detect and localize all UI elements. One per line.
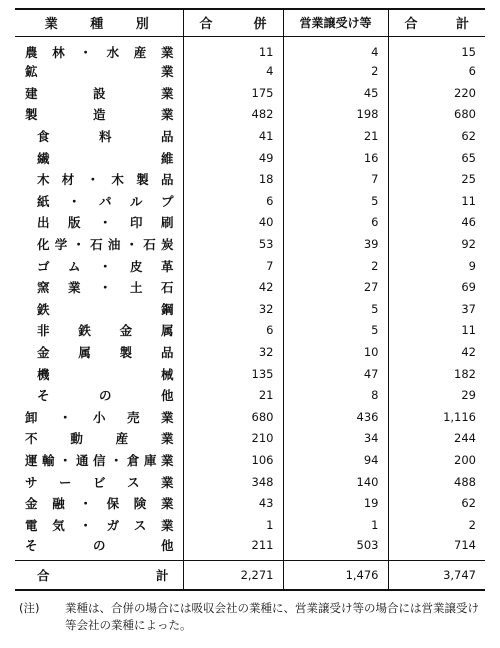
table-row: [15, 147, 485, 169]
industry-name: 金属製品: [37, 345, 174, 361]
total-count: 62: [388, 125, 485, 147]
total-count: 1,116: [388, 406, 485, 428]
total-count: 92: [388, 233, 485, 255]
total-row: [15, 560, 485, 590]
industry-name: 繊維: [37, 150, 174, 166]
table-row: [15, 428, 485, 450]
total-count: 42: [388, 341, 485, 363]
industry-name: 木材・木製品: [37, 172, 174, 188]
table-header-row: [15, 9, 485, 36]
table-row: [15, 255, 485, 277]
table-row: [15, 406, 485, 428]
merger-count: 11: [183, 36, 283, 61]
total-count: 37: [388, 298, 485, 320]
transfer-count: 19: [283, 492, 388, 514]
transfer-count: 47: [283, 363, 388, 385]
industry-cell: [15, 363, 183, 385]
industry-name: 機械: [37, 366, 174, 382]
merger-count: 18: [183, 168, 283, 190]
total-transfer: 1,476: [283, 560, 388, 590]
merger-count: 210: [183, 428, 283, 450]
transfer-count: 503: [283, 536, 388, 561]
total-count: 200: [388, 449, 485, 471]
table-row: [15, 233, 485, 255]
document-page: [15, 8, 485, 634]
transfer-count: 2: [283, 255, 388, 277]
industry-name: 卸・小売業: [25, 409, 174, 425]
total-count: 9: [388, 255, 485, 277]
table-row: [15, 61, 485, 83]
industry-name: 非鉄金属: [37, 323, 174, 339]
total-count: 6: [388, 61, 485, 83]
table-row: [15, 125, 485, 147]
transfer-count: 6: [283, 212, 388, 234]
header-merger: 合 併: [183, 9, 283, 36]
industry-cell: [15, 212, 183, 234]
industry-cell: [15, 320, 183, 342]
industry-name: 金融・保険業: [25, 496, 174, 512]
transfer-count: 8: [283, 384, 388, 406]
total-label: 合計: [37, 567, 169, 583]
total-count: 220: [388, 82, 485, 104]
industry-cell: [15, 190, 183, 212]
industry-cell: [15, 384, 183, 406]
merger-count: 7: [183, 255, 283, 277]
total-merger: 2,271: [183, 560, 283, 590]
merger-count: 106: [183, 449, 283, 471]
merger-count: 41: [183, 125, 283, 147]
industry-name: 運輸・通信・倉庫業: [25, 452, 174, 468]
table-body: [15, 36, 485, 560]
total-count: 62: [388, 492, 485, 514]
merger-count: 4: [183, 61, 283, 83]
table-row: [15, 384, 485, 406]
transfer-count: 436: [283, 406, 388, 428]
industry-cell: [15, 125, 183, 147]
header-transfer: 営業譲受け等: [283, 9, 388, 36]
merger-count: 53: [183, 233, 283, 255]
table-row: [15, 320, 485, 342]
footnote: [15, 600, 485, 634]
industry-cell: [15, 428, 183, 450]
industry-cell: [15, 449, 183, 471]
industry-name: 食料品: [37, 129, 174, 145]
industry-name: その他: [37, 388, 174, 404]
merger-count: 482: [183, 104, 283, 126]
total-count: 15: [388, 36, 485, 61]
total-count: 46: [388, 212, 485, 234]
industry-name: 化学・石油・石炭: [37, 237, 174, 253]
industry-name: 紙・パルプ: [37, 193, 174, 209]
transfer-count: 198: [283, 104, 388, 126]
merger-count: 42: [183, 276, 283, 298]
table-row: [15, 492, 485, 514]
total-count: 488: [388, 471, 485, 493]
table-row: [15, 212, 485, 234]
industry-name: 製造業: [25, 107, 174, 123]
table-row: [15, 298, 485, 320]
merger-statistics-table: [15, 8, 485, 591]
merger-count: 175: [183, 82, 283, 104]
total-count: 65: [388, 147, 485, 169]
industry-cell: [15, 255, 183, 277]
industry-name: 不動産業: [25, 431, 174, 447]
total-count: 69: [388, 276, 485, 298]
industry-cell: [15, 514, 183, 536]
transfer-count: 39: [283, 233, 388, 255]
transfer-count: 140: [283, 471, 388, 493]
transfer-count: 34: [283, 428, 388, 450]
table-row: [15, 341, 485, 363]
industry-cell: [15, 36, 183, 61]
footnote-label: (注): [19, 601, 40, 616]
table-row: [15, 536, 485, 561]
industry-cell: [15, 61, 183, 83]
table-row: [15, 104, 485, 126]
industry-name: その他: [25, 537, 174, 553]
transfer-count: 27: [283, 276, 388, 298]
industry-name: ゴム・皮革: [37, 258, 174, 274]
merger-count: 40: [183, 212, 283, 234]
total-count: 11: [388, 320, 485, 342]
transfer-count: 1: [283, 514, 388, 536]
industry-cell: [15, 471, 183, 493]
industry-name: 農林・水産業: [25, 44, 174, 60]
table-row: [15, 190, 485, 212]
table-row: [15, 363, 485, 385]
industry-cell: [15, 233, 183, 255]
transfer-count: 5: [283, 320, 388, 342]
transfer-count: 2: [283, 61, 388, 83]
footnote-text: 業種は、合併の場合には吸収会社の業種に、営業譲受け等の場合には営業譲受け等会社の業種によった。: [65, 601, 479, 633]
merger-count: 135: [183, 363, 283, 385]
table-row: [15, 168, 485, 190]
merger-count: 32: [183, 298, 283, 320]
header-total: 合 計: [388, 9, 485, 36]
transfer-count: 45: [283, 82, 388, 104]
table-row: [15, 36, 485, 61]
merger-count: 211: [183, 536, 283, 561]
merger-count: 1: [183, 514, 283, 536]
industry-name: 窯業・土石: [37, 280, 174, 296]
industry-cell: [15, 104, 183, 126]
industry-cell: [15, 168, 183, 190]
table-row: [15, 514, 485, 536]
merger-count: 21: [183, 384, 283, 406]
total-count: 11: [388, 190, 485, 212]
transfer-count: 94: [283, 449, 388, 471]
industry-name: 電気・ガス業: [25, 517, 174, 533]
merger-count: 32: [183, 341, 283, 363]
transfer-count: 7: [283, 168, 388, 190]
total-count: 714: [388, 536, 485, 561]
table-row: [15, 82, 485, 104]
industry-cell: [15, 341, 183, 363]
total-count: 182: [388, 363, 485, 385]
table-row: [15, 449, 485, 471]
industry-cell: [15, 492, 183, 514]
merger-count: 43: [183, 492, 283, 514]
total-count: 244: [388, 428, 485, 450]
total-count: 29: [388, 384, 485, 406]
merger-count: 680: [183, 406, 283, 428]
table-row: [15, 276, 485, 298]
merger-count: 49: [183, 147, 283, 169]
industry-cell: [15, 147, 183, 169]
table-row: [15, 471, 485, 493]
transfer-count: 10: [283, 341, 388, 363]
merger-count: 348: [183, 471, 283, 493]
transfer-count: 4: [283, 36, 388, 61]
transfer-count: 5: [283, 190, 388, 212]
total-count: 680: [388, 104, 485, 126]
industry-name: 鉱業: [25, 64, 174, 80]
total-sum: 3,747: [388, 560, 485, 590]
industry-cell: [15, 276, 183, 298]
total-count: 2: [388, 514, 485, 536]
industry-name: 出版・印刷: [37, 215, 174, 231]
industry-cell: [15, 82, 183, 104]
merger-count: 6: [183, 320, 283, 342]
total-count: 25: [388, 168, 485, 190]
transfer-count: 5: [283, 298, 388, 320]
header-category: 業 種 別: [15, 9, 183, 36]
industry-name: 鉄鋼: [37, 301, 174, 317]
total-label-cell: [15, 560, 183, 590]
industry-name: 建設業: [25, 85, 174, 101]
transfer-count: 21: [283, 125, 388, 147]
industry-cell: [15, 298, 183, 320]
transfer-count: 16: [283, 147, 388, 169]
industry-cell: [15, 536, 183, 561]
merger-count: 6: [183, 190, 283, 212]
industry-cell: [15, 406, 183, 428]
industry-name: サービス業: [25, 474, 174, 490]
